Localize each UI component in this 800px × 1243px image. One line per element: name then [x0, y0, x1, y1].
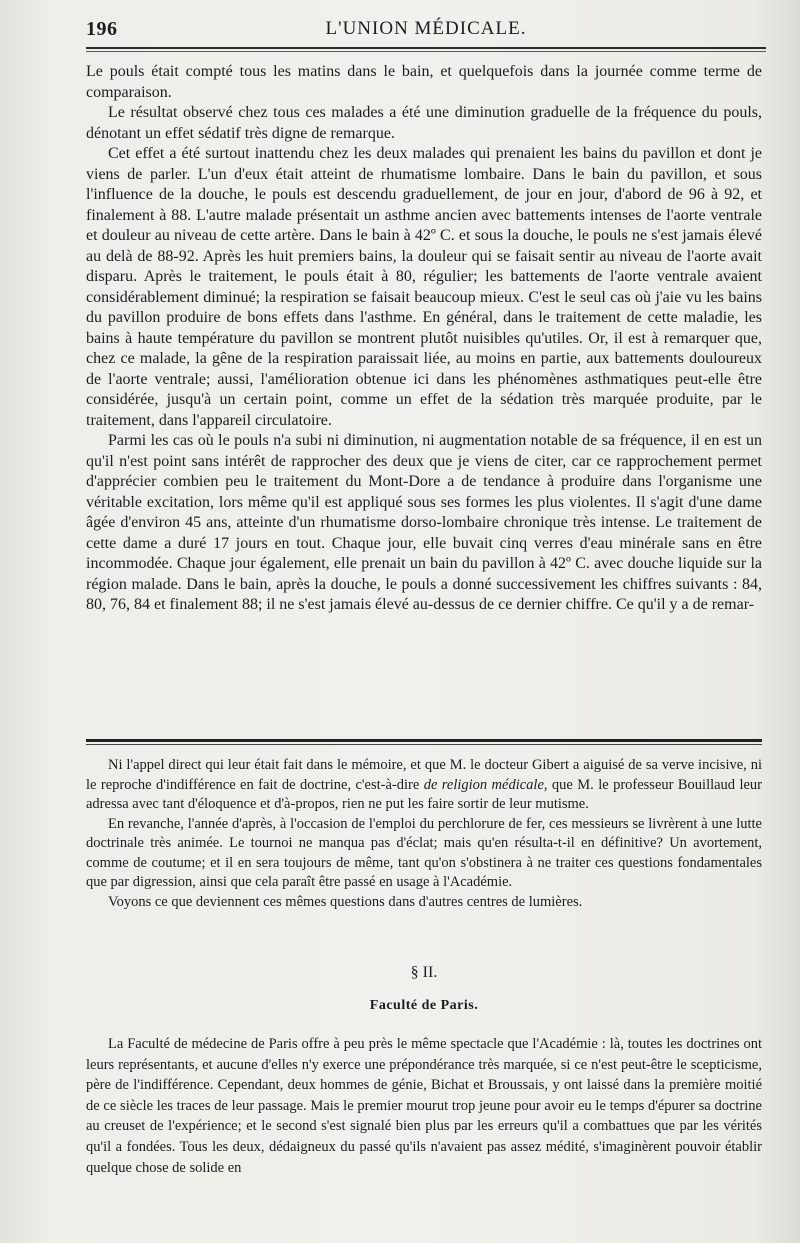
page-number: 196 [86, 18, 118, 40]
faculte-text [86, 1034, 762, 1178]
paragraph: Parmi les cas où le pouls n'a subi ni diminution, ni augmentation notable de sa fréquence, il en est un qu'il n'est point sans intérêt de rapprocher des deux que je viens de citer, car ce rapprochement permet d'apprécier combien peu le traitement du Mont-Dore a de tendance à produire dans l'organisme une véritable excitation, lors même qu'il est appliqué sous ses formes les plus violentes. Il s'agit d'une dame âgée d'environ 45 ans, atteinte d'un rhumatisme dorso-lombaire chronique très intense. Le traitement de cette dame a duré 17 jours en tout. Chaque jour, elle buvait cinq verres d'eau minérale sans en être incommodée. Chaque jour également, elle prenait un bain du pavillon à 42º C. avec douche liquide sur la région malade. Dans le bain, après la douche, le pouls a donné successivement les chiffres suivants : 84, 80, 76, 84 et finalement 88; il ne s'est jamais élevé au-dessus de ce dernier chiffre. Ce qu'il y a de remar- [86, 432, 762, 613]
main-text [86, 62, 762, 616]
feuilleton-paragraph: Voyons ce que deviennent ces mêmes questions dans d'autres centres de lumières. [108, 893, 583, 910]
header-rule-thin [86, 51, 766, 52]
text-span: Ni l'appel direct qui leur était fait dans le mémoire, et que M. le docteur Gibert a aiguisé de sa verve incisive, ni le reproche d'indifférence en fait de doctrine, c'est-à-dire [86, 757, 762, 793]
feuilleton-text [86, 756, 762, 912]
paragraph: Cet effet a été surtout inattendu chez les deux malades qui prenaient les bains du pavillon et dont je viens de parler. L'un d'eux était atteint de rhumatisme lombaire. Dans le bain du pavillon, et sous l'influence de la douche, le pouls est descendu graduellement, de jour en jour, d'abord de 96 à 92, et finalement à 88. L'autre malade présentait un asthme ancien avec battements intenses de l'aorte ventrale et douleur au niveau de cette artère. Dans le bain à 42º C. et sous la douche, le pouls ne s'est jamais élevé au delà de 88-92. Après les huit premiers bains, la douleur qui se faisait sentir au niveau de l'aorte avait disparu. Après le traitement, le pouls était à 80, régulier; les battements de l'aorte ventrale avaient considérablement diminué; la respiration se faisait beaucoup mieux. C'est le seul cas où j'aie vu les bains du pavillon produire de bons effets dans l'asthme. En général, dans le traitement de cette maladie, les bains à haute température du pavillon se montrent plutôt nuisibles qu'utiles. Or, il est à remarquer que, chez ce malade, la gêne de la respiration paraissait liée, au moins en partie, aux battements douloureux de l'aorte ventrale; aussi, l'amélioration obtenue ici dans les phénomènes asthmatiques peut-elle être considérée, jusqu'à un certain point, comme un effet de la sédation très marquée produite, par le traitement, dans l'appareil circulatoire. [86, 145, 762, 429]
page-header [86, 14, 766, 44]
text-span: que M. le professeur Bouillaud leur adressa avec tant d'éloquence et d'à-propos, rien ne put les faire sortir de leur mutisme. [86, 776, 763, 812]
paragraph: Le résultat observé chez tous ces malades a été une diminution graduelle de la fréquence du pouls, dénotant un effet sédatif très digne de remarque. [86, 104, 762, 142]
feuilleton-separator [86, 739, 762, 742]
section-title: Faculté de Paris. [369, 998, 479, 1013]
feuilleton-paragraph: La Faculté de médecine de Paris offre à peu près le même spectacle que l'Académie : là, toutes les doctrines ont leurs représentants, et aucune d'elles n'y exerce une prépondérance très marquée, si ce n'est peut-être le scepticisme, père de l'indifférence. Cependant, deux hommes de génie, Bichat et Broussais, y ont laissé dans la première moitié de ce siècle les traces de leur passage. Mais le premier mourut trop jeune pour avoir eu le temps d'épurer sa doctrine au creuset de l'expérience; et le second s'est signalé bien plus par les erreurs qu'il a combattues que par les vérités qu'il a fondées. Tous les deux, dédaigneux du passé qu'ils n'avaient pas assez médité, s'imaginèrent pouvoir établir quelque chose de solide en [86, 1036, 762, 1176]
paragraph: Le pouls était compté tous les matins dans le bain, et quelquefois dans la journée comme terme de comparaison. [86, 63, 762, 101]
section-number: § II. [410, 964, 438, 981]
feuilleton-paragraph [86, 756, 762, 815]
italic-phrase: de religion médicale, [423, 776, 548, 793]
header-rule [86, 47, 766, 49]
feuilleton-separator-thin [86, 744, 762, 745]
feuilleton-paragraph: En revanche, l'année d'après, à l'occasion de l'emploi du perchlorure de fer, ces messieurs se livrèrent à une lutte doctrinale très animée. Le tournoi ne manqua pas d'éclat; mais qu'en résulta-t-il en définitive? Un avortement, comme de coutume; et il en sera toujours de même, tant qu'on s'obstinera à ne traiter ces questions fondamentales que par digression, ainsi que cela paraît être passé en usage à l'Académie. [86, 815, 762, 890]
running-title: L'UNION MÉDICALE. [325, 18, 527, 39]
